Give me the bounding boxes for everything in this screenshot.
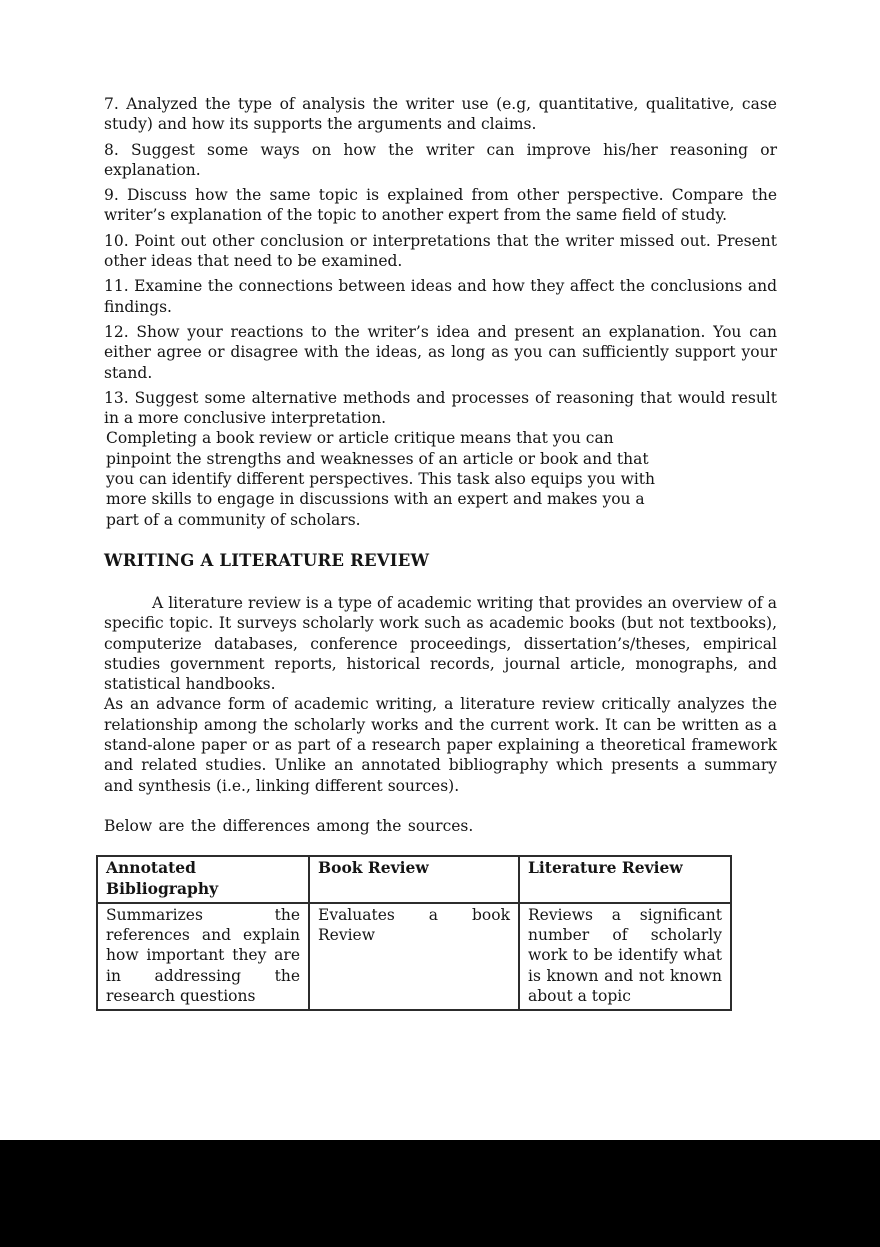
differences-table [96, 855, 732, 1011]
black-bottom-band [0, 1140, 880, 1247]
paragraph-advance-form: As an advance form of academic writing, a literature review critically analyzes the relationship among the scholarly works and the current work. It can be written as a stand-alone paper or as part of a research paper explaining a theoretical framework and related studies. Unlike an annotated bibliography which presents a summary and synthesis (i.e., linking different sources). [104, 695, 777, 795]
table-header-literature-review: Literature Review [519, 856, 731, 903]
closing-paragraph: Completing a book review or article critique means that you can pinpoint the strengths and weaknesses of an article or book and that you can identify different perspectives. This task also equips you with more skills to engage in discussions with an expert and makes you a part of a community of scholars. [106, 429, 656, 529]
cell-book-review-description: Evaluates a book Review [309, 903, 519, 1010]
cell-literature-review-description: Reviews a significant number of scholarly work to be identify what is known and not known about a topic [519, 903, 731, 1010]
list-item-9: 9. Discuss how the same topic is explained from other perspective. Compare the writer’s explanation of the topic to another expert from the same field of study. [104, 186, 777, 225]
table-row [97, 903, 731, 1010]
paragraph-literature-review-intro: A literature review is a type of academic writing that provides an overview of a specific topic. It surveys scholarly work such as academic books (but not textbooks), computerize databases, conference proceedings, dissertation’s/theses, empirical studies government reports, historical records, journal article, monographs, and statistical handbooks. [104, 593, 777, 694]
list-item-12: 12. Show your reactions to the writer’s idea and present an explanation. You can either agree or disagree with the ideas, as long as you can sufficiently support your stand. [104, 322, 777, 382]
list-item-8: 8. Suggest some ways on how the writer can improve his/her reasoning or explanation. [104, 140, 777, 179]
list-item-11: 11. Examine the connections between ideas and how they affect the conclusions and findings. [104, 277, 777, 316]
list-item-13: 13. Suggest some alternative methods and processes of reasoning that would result in a more conclusive interpretation. [104, 388, 777, 428]
paragraph-below-differences: Below are the differences among the sources. [104, 816, 474, 835]
table-header-annotated-bibliography: Annotated Bibliography [97, 856, 309, 903]
page-content [104, 94, 777, 1011]
section-heading: WRITING A LITERATURE REVIEW [104, 550, 430, 570]
table-header-row [97, 856, 731, 903]
cell-annotated-bibliography-description: Summarizes the references and explain how important they are in addressing the research questions [97, 903, 309, 1010]
table-header-book-review: Book Review [309, 856, 519, 903]
list-item-10: 10. Point out other conclusion or interpretations that the writer missed out. Present other ideas that need to be examined. [104, 231, 777, 271]
list-item-7: 7. Analyzed the type of analysis the writer use (e.g, quantitative, qualitative, case study) and how its supports the arguments and claims. [104, 95, 777, 134]
